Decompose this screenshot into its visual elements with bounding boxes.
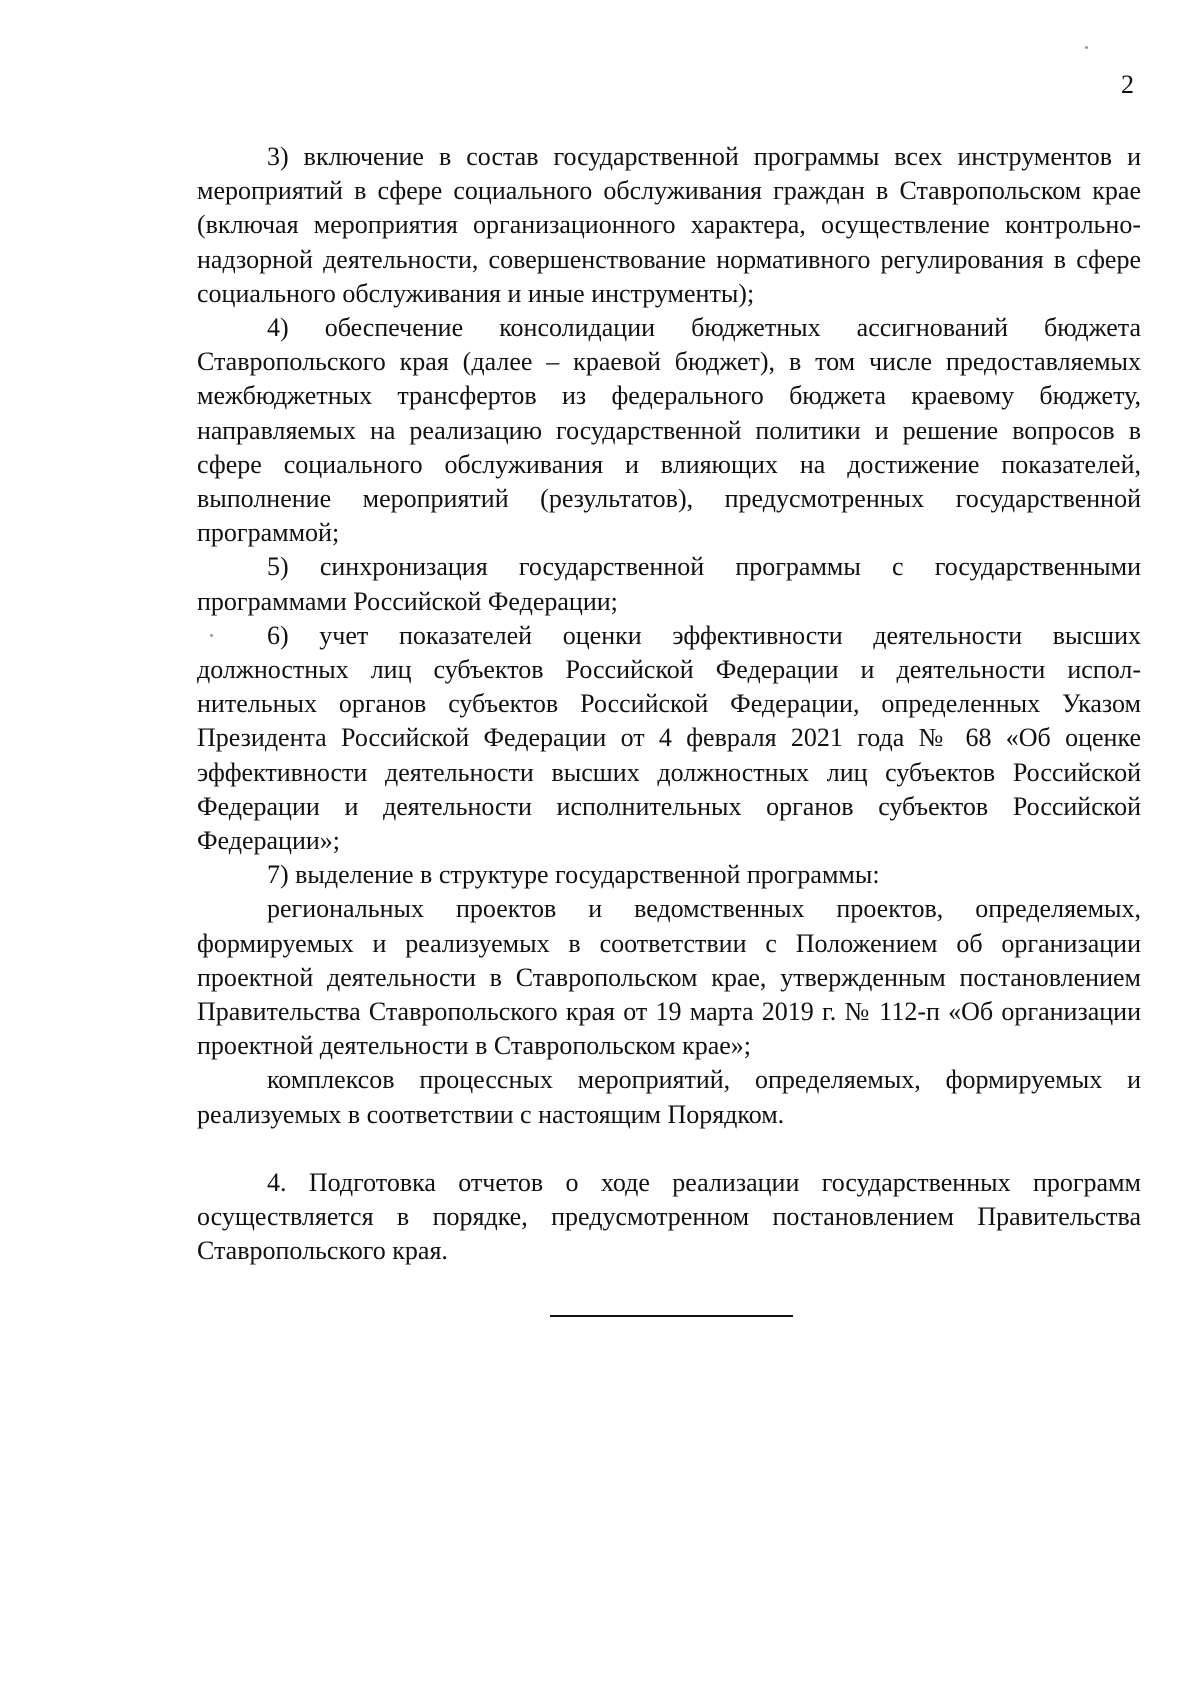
end-of-document-rule xyxy=(550,1315,793,1317)
scan-speck xyxy=(1085,46,1088,49)
paragraph-item-6: 6) учет показателей оценки эффективности деятельности высших должностных лиц субъектов Российской Федерации и деятельности исполнительных органов субъектов Российской Федерации, определенных Указом Президента Российской Федерации от 4 февраля 2021 года № 68 «Об оценке эффективности деятельности высших должностных лиц субъектов Российской Федерации и деятельности исполнительных органов субъектов Российской Федерации»; xyxy=(197,620,1141,856)
paragraph-item-7: 7) выделение в структуре государственной программы: xyxy=(267,860,880,890)
document-body xyxy=(197,140,1141,1269)
paragraph-item-5: 5) синхронизация государственной программы с государственными программами Российской Федерации; xyxy=(197,552,1141,616)
paragraph-item-3: 3) включение в состав государственной программы всех инструментов и мероприятий в сфере социального обслуживания граждан в Ставропольском крае (включая мероприятия организационного характера, осуществление контрольно-надзорной деятельности, совершенствование нормативного регулирования в сфере социального обслуживания и иные инструменты); xyxy=(197,142,1141,308)
paragraph-regional-projects: региональных проектов и ведомственных проектов, определяемых, формируемых и реализуемых в соответствии с Положением об организации проектной деятельности в Ставропольском крае, утвержденным постановлением Правительства Ставропольского края от 19 марта 2019 г. № 112-п «Об организации проектной деятельности в Ставропольском крае»; xyxy=(197,894,1141,1061)
paragraph-process-complexes: комплексов процессных мероприятий, определяемых, формируемых и реализуемых в соответствии с настоящим Порядком. xyxy=(197,1065,1141,1129)
page-number: 2 xyxy=(1121,70,1134,99)
scan-speck xyxy=(210,634,213,637)
paragraph-section-4: 4. Подготовка отчетов о ходе реализации государственных программ осуществляется в порядке, предусмотренном постановлением Правительства Ставропольского края. xyxy=(197,1167,1141,1266)
paragraph-item-4: 4) обеспечение консолидации бюджетных ассигнований бюджета Ставропольского края (далее – краевой бюджет), в том числе предоставляемых межбюджетных трансфертов из федерального бюджета краевому бюджету, направляемых на реализацию государственной политики и решение вопросов в сфере социального обслуживания и влияющих на достижение показателей, выполнение мероприятий (результатов), предусмотренных государственной программой; xyxy=(197,313,1141,548)
